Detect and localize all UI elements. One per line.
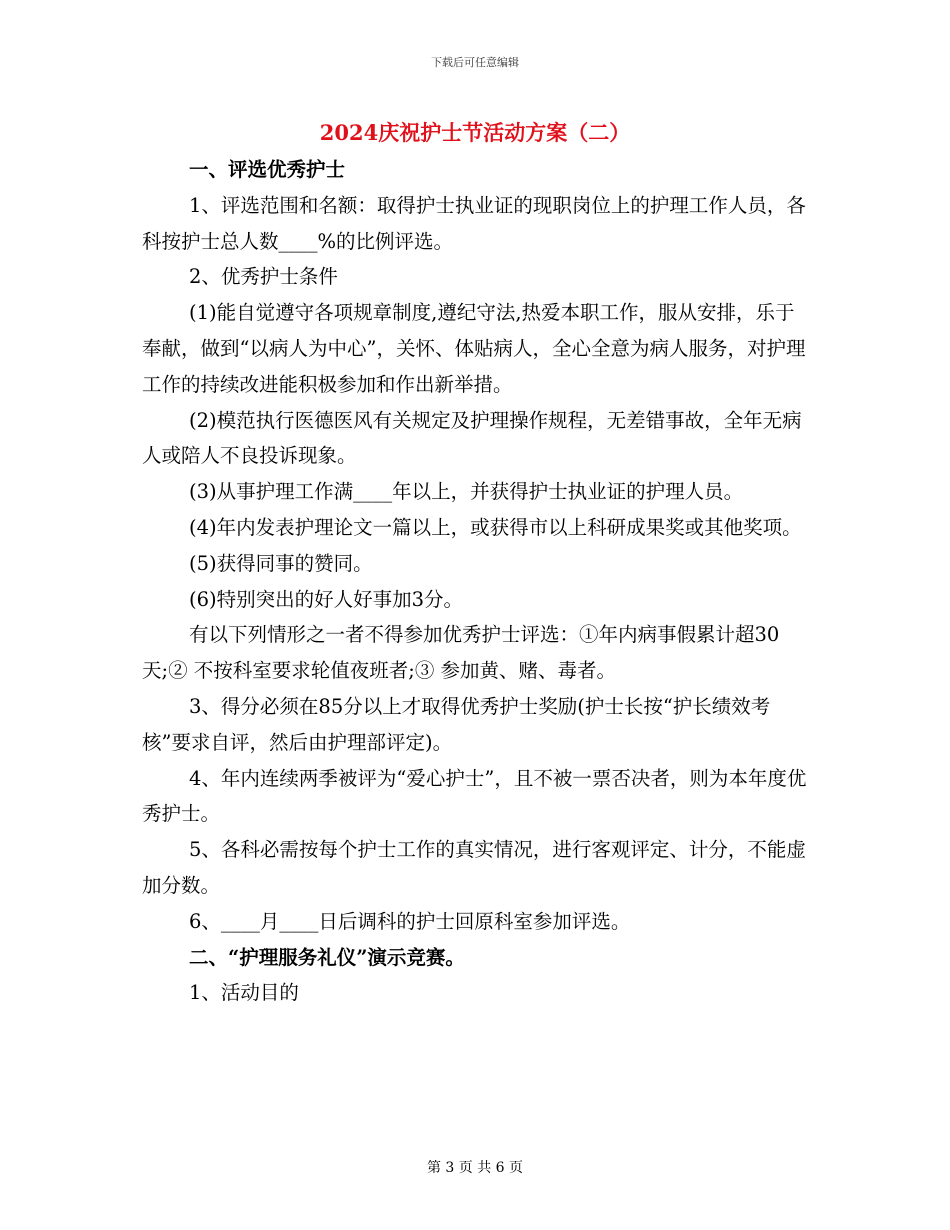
page-footer: 第 3 页 共 6 页 [426,1160,524,1176]
paragraph-exclusions: 有以下列情形之一者不得参加优秀护士评选：①年内病事假累计超30天;② 不按科室要求轮值夜班者;③ 参加黄、赌、毒者。 [142,623,780,683]
paragraph-scope: 1、评选范围和名额：取得护士执业证的现职岗位上的护理工作人员，各科按护士总人数____%的比例评选。 [142,193,806,253]
section-heading-2: 二、“护理服务礼仪”演示竞赛。 [189,945,465,969]
paragraph-condition-6: (6)特别突出的好人好事加3分。 [189,587,464,611]
paragraph-condition-1: (1)能自觉遵守各项规章制度,遵纪守法,热爱本职工作，服从安排，乐于奉献，做到“以病人为中心”，关怀、体贴病人，全心全意为病人服务，对护理工作的持续改进能积极参加和作出新举措。 [142,301,806,396]
document-title: 2024庆祝护士节活动方案（二） [319,120,631,145]
paragraph-conditions-title: 2、优秀护士条件 [189,265,338,289]
paragraph-condition-4: (4)年内发表护理论文一篇以上，或获得市以上科研成果奖或其他奖项。 [189,515,802,539]
paragraph-objective: 5、各科必需按每个护士工作的真实情况，进行客观评定、计分，不能虚加分数。 [142,838,806,897]
section-heading-1: 一、评选优秀护士 [189,158,346,181]
paragraph-condition-2: (2)模范执行医德医风有关规定及护理操作规程，无差错事故，全年无病人或陪人不良投诉现象。 [142,408,802,468]
paragraph-transfer: 6、____月____日后调科的护士回原科室参加评选。 [189,909,631,933]
paragraph-purpose: 1、活动目的 [189,981,299,1005]
paragraph-condition-5: (5)获得同事的赞同。 [189,551,373,575]
paragraph-condition-3: (3)从事护理工作满____年以上，并获得护士执业证的护理人员。 [189,480,744,504]
paragraph-score: 3、得分必须在85分以上才取得优秀护士奖励(护士长按“护长绩效考核”要求自评，然后由护理部评定)。 [142,694,771,754]
page-header: 下载后可任意编辑 [431,56,519,69]
document-body [142,152,814,1011]
paragraph-consecutive: 4、年内连续两季被评为“爱心护士”，且不被一票否决者，则为本年度优秀护士。 [142,766,807,826]
